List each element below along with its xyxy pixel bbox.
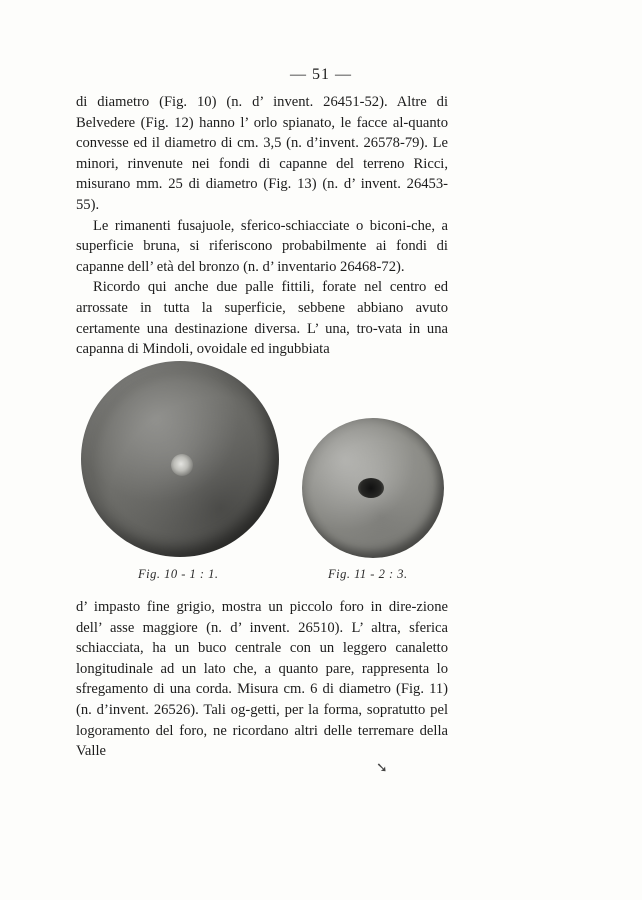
- figure-10-clay-ball-image: [81, 361, 279, 557]
- central-hole: [358, 478, 384, 498]
- figure-10-caption: Fig. 10 - 1 : 1.: [138, 567, 219, 581]
- bottom-mark: ➘: [376, 761, 388, 776]
- central-hole: [171, 454, 193, 476]
- page-number: — 51 —: [290, 66, 352, 83]
- paragraph: Le rimanenti fusajuole, sferico-schiacciate o biconi-che, a superficie bruna, si riferiscono probabilmente ai fondi di capanne dell’ età del bronzo (n. d’ inventario 26468-72).: [76, 217, 448, 275]
- text-block-bottom: [76, 597, 448, 762]
- paragraph: d’ impasto fine grigio, mostra un piccolo foro in dire-zione dell’ asse maggiore (n. d’ invent. 26510). L’ altra, sferica schiacciata, ha un buco centrale con un leggero canaletto longitudinale ad un lato che, a quanto pare, rappresenta lo sfregamento di una corda. Misura cm. 6 di diametro (Fig. 11) (n. d’invent. 26526). Tali og-getti, per la forma, sopratutto pel logoramento del foro, ne ricordano altri delle terremare della Valle: [76, 599, 448, 760]
- figure-11-clay-ball-image: [302, 418, 444, 558]
- figure-11-caption: Fig. 11 - 2 : 3.: [328, 567, 408, 581]
- paragraph: Ricordo qui anche due palle fittili, forate nel centro ed arrossate in tutta la superficie, sebbene abbiano avuto certamente una destinazione diversa. L’ una, tro-vata in una capanna di Mindoli, ovoidale ed ingubbiata: [76, 279, 448, 358]
- paragraph: di diametro (Fig. 10) (n. d’ invent. 26451-52). Altre di Belvedere (Fig. 12) hanno l’ orlo spianato, le facce al-quanto convesse ed il diametro di cm. 3,5 (n. d’invent. 26578-79). Le minori, rinvenute nei fondi di capanne del terreno Ricci, misurano mm. 25 di diametro (Fig. 13) (n. d’ invent. 26453-55).: [76, 94, 448, 213]
- text-block-top: [76, 92, 448, 360]
